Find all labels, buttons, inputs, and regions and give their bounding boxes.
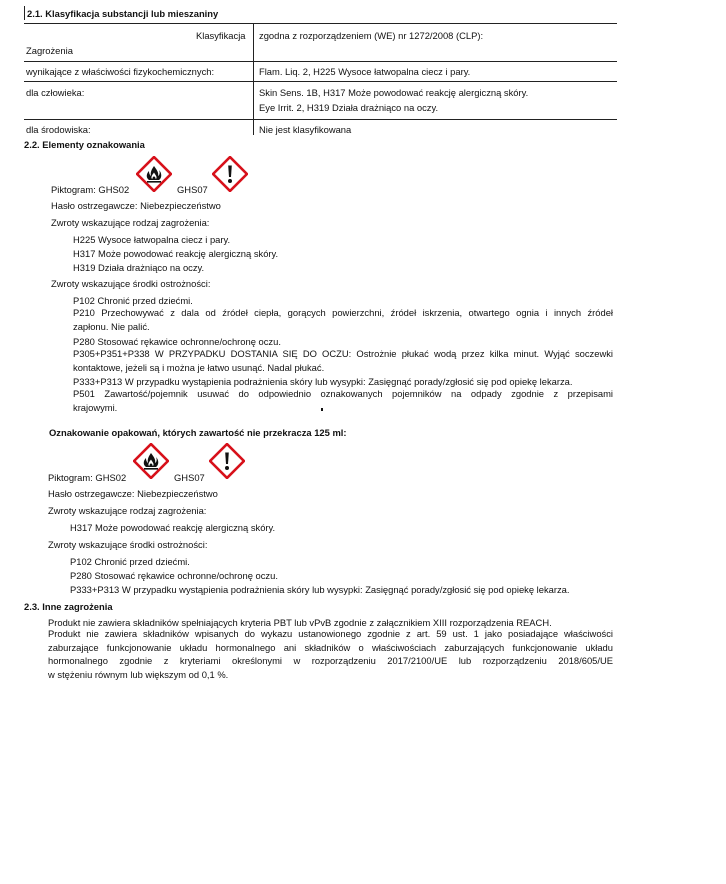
precaution-statement-p305: P305+P351+P338 W PRZYPADKU DOSTANIA SIĘ DO OCZU: Ostrożnie płukać wodą przez kilka minut. Wyjąć soczewki kontaktowe, jeżeli są i można je łatwo usunąć. Nadal płukać.: [73, 348, 613, 373]
table-row-value: Nie jest klasyfikowana: [259, 124, 352, 135]
table-row-label: dla człowieka:: [26, 87, 85, 98]
table-row-value: Eye Irrit. 2, H319 Działa drażniąco na oczy.: [259, 102, 439, 113]
pictogram-second-label: GHS07: [177, 184, 208, 195]
precaution-statement: P333+P313 W przypadku wystąpienia podrażnienia skóry lub wysypki: Zasięgnąć porady/zgłosić się pod opiekę lekarza.: [70, 584, 570, 595]
precaution-heading: Zwroty wskazujące środki ostrożności:: [48, 539, 208, 550]
flame-pictogram-icon: [133, 443, 169, 479]
pictogram-label: Piktogram: GHS02: [51, 184, 130, 195]
table-row-label: wynikające z właściwości fizykochemicznych:: [26, 66, 215, 77]
section-2-2-title: 2.2. Elementy oznakowania: [24, 139, 145, 150]
signal-word: Hasło ostrzegawcze: Niebezpieczeństwo: [48, 488, 218, 499]
precaution-heading: Zwroty wskazujące środki ostrożności:: [51, 278, 211, 289]
table-top-rule: [24, 23, 617, 24]
precaution-statement: P102 Chronić przed dziećmi.: [73, 295, 193, 306]
precaution-statement: P280 Stosować rękawice ochronne/ochronę oczu.: [73, 336, 281, 347]
precaution-statement-p501: P501 Zawartość/pojemnik usuwać do odpowiednio oznakowanych pojemników na odpady zgodnie z przepisami krajowymi.: [73, 388, 613, 413]
signal-word: Hasło ostrzegawcze: Niebezpieczeństwo: [51, 200, 221, 211]
table-row-label: dla środowiska:: [26, 124, 91, 135]
table-row-value: Skin Sens. 1B, H317 Może powodować reakcję alergiczną skóry.: [259, 87, 529, 98]
cursor-mark: [24, 6, 25, 20]
table-rule-2: [24, 81, 617, 82]
hazard-statement: H317 Może powodować reakcję alergiczną skóry.: [70, 522, 276, 533]
precaution-statement: P333+P313 W przypadku wystąpienia podrażnienia skóry lub wysypki: Zasięgnąć porady/zgłosić się pod opiekę lekarza.: [73, 376, 573, 387]
section-2-1-title: 2.1. Klasyfikacja substancji lub mieszaniny: [27, 8, 219, 19]
table-header-regulation: zgodna z rozporządzeniem (WE) nr 1272/2008 (CLP):: [259, 30, 484, 41]
small-pack-title: Oznakowanie opakowań, których zawartość nie przekracza 125 ml:: [49, 427, 347, 438]
pictogram-second-label: GHS07: [174, 472, 205, 483]
precaution-statement: P280 Stosować rękawice ochronne/ochronę oczu.: [70, 570, 278, 581]
precaution-statement-p210: P210 Przechowywać z dala od źródeł ciepła, gorących powierzchni, źródeł iskrzenia, otwartego ognia i innych źródeł zapłonu. Nie palić.: [73, 307, 613, 332]
table-header-classification: Klasyfikacja: [196, 30, 246, 41]
table-header-hazards: Zagrożenia: [26, 45, 73, 56]
pictogram-label: Piktogram: GHS02: [48, 472, 127, 483]
hazard-statement: H319 Działa drażniąco na oczy.: [73, 262, 205, 273]
table-row-value: Flam. Liq. 2, H225 Wysoce łatwopalna ciecz i pary.: [259, 66, 471, 77]
flame-pictogram-icon: [136, 156, 172, 192]
precaution-statement: P102 Chronić przed dziećmi.: [70, 556, 190, 567]
section-2-3-title: 2.3. Inne zagrożenia: [24, 601, 113, 612]
hazard-statement: H225 Wysoce łatwopalna ciecz i pary.: [73, 234, 231, 245]
hazard-heading: Zwroty wskazujące rodzaj zagrożenia:: [51, 217, 210, 228]
exclamation-pictogram-icon: [212, 156, 248, 192]
table-rule-1: [24, 61, 617, 62]
table-rule-3: [24, 119, 617, 120]
hazard-statement: H317 Może powodować reakcję alergiczną skóry.: [73, 248, 279, 259]
exclamation-pictogram-icon: [209, 443, 245, 479]
hazard-heading: Zwroty wskazujące rodzaj zagrożenia:: [48, 505, 207, 516]
endocrine-statement: Produkt nie zawiera składników wpisanych do wykazu ustanowionego zgodnie z art. 59 ust. 1 jako posiadające właściwości zaburzające funkcjonowanie układu hormonalnego ani składników o właściwościach zaburzających funkcjonowanie układu hormonalnego zgodnie z kryteriami określonymi w rozporządzeniu 2017/2100/UE lub rozporządzeniu 2018/605/UE w stężeniu równym lub większym od 0,1 %.: [48, 628, 613, 680]
stray-mark: [321, 408, 323, 411]
pbt-statement: Produkt nie zawiera składników spełniających kryteria PBT lub vPvB zgodnie z załącznikiem XIII rozporządzenia REACH.: [48, 617, 552, 628]
